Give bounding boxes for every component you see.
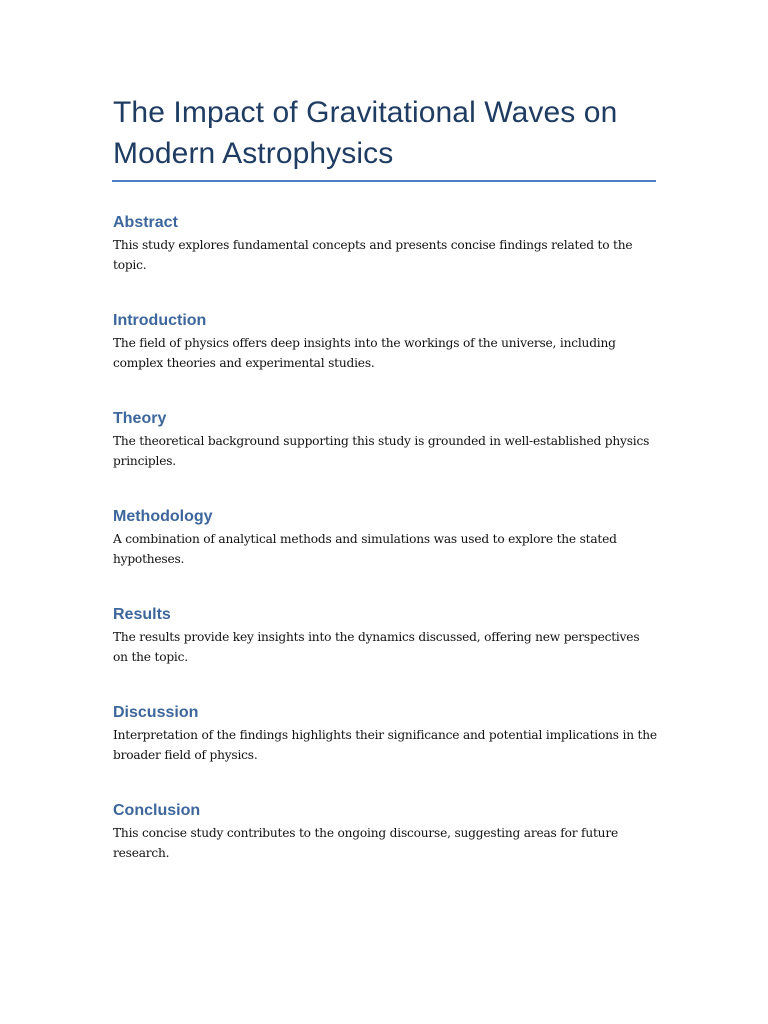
section-body-abstract: This study explores fundamental concepts and presents concise findings related to the topic. <box>113 238 633 272</box>
section-abstract <box>113 213 657 275</box>
section-body-introduction: The field of physics offers deep insights into the workings of the universe, including complex theories and experimental studies. <box>113 336 616 370</box>
section-introduction <box>113 311 657 373</box>
section-heading-results: Results <box>113 606 171 623</box>
section-heading-methodology: Methodology <box>113 508 213 525</box>
section-heading-introduction: Introduction <box>113 312 207 329</box>
section-heading-discussion: Discussion <box>113 704 199 721</box>
document-title: The Impact of Gravitational Waves on Modern Astrophysics <box>113 96 618 170</box>
section-body-methodology: A combination of analytical methods and simulations was used to explore the stated hypotheses. <box>113 532 617 566</box>
title-divider <box>112 180 656 182</box>
section-heading-conclusion: Conclusion <box>113 802 201 819</box>
section-discussion <box>113 703 657 765</box>
document-page <box>113 92 657 863</box>
section-heading-theory: Theory <box>113 410 167 427</box>
section-body-theory: The theoretical background supporting this study is grounded in well-established physics principles. <box>113 434 650 468</box>
section-methodology <box>113 507 657 569</box>
section-body-results: The results provide key insights into the dynamics discussed, offering new perspectives on the topic. <box>113 630 640 664</box>
section-body-discussion: Interpretation of the findings highlights their significance and potential implications in the broader field of physics. <box>113 728 657 762</box>
section-heading-abstract: Abstract <box>113 214 178 231</box>
section-conclusion <box>113 801 657 863</box>
section-theory <box>113 409 657 471</box>
section-results <box>113 605 657 667</box>
section-body-conclusion: This concise study contributes to the ongoing discourse, suggesting areas for future research. <box>113 826 618 860</box>
